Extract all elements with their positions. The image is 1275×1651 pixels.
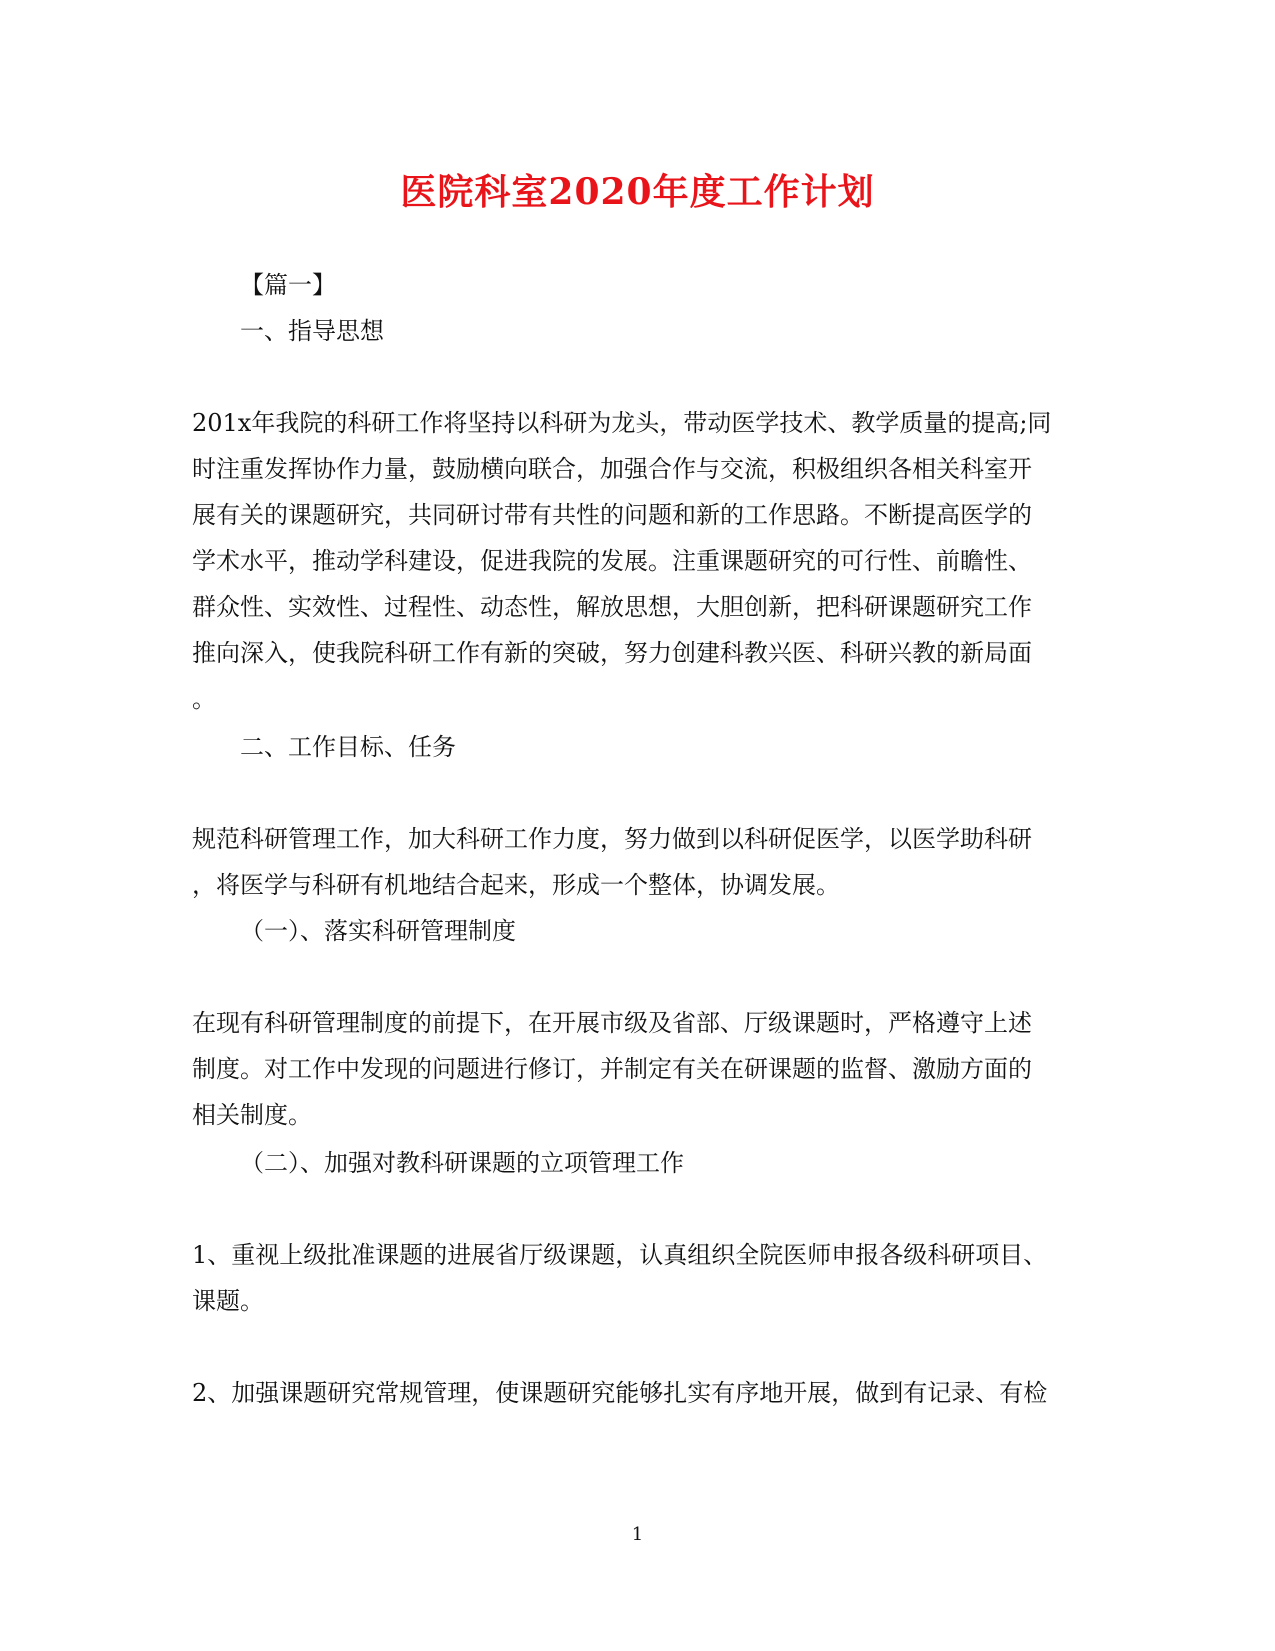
paragraph-3-line-1: 在现有科研管理制度的前提下，在开展市级及省部、厅级课题时，严格遵守上述: [192, 1009, 1032, 1037]
paragraph-1-line-3: 展有关的课题研究，共同研讨带有共性的问题和新的工作思路。不断提高医学的: [192, 501, 1032, 529]
heading-guiding-ideology: 一、指导思想: [240, 317, 384, 345]
subheading-project-management: （二）、加强对教科研课题的立项管理工作: [240, 1149, 684, 1177]
paragraph-4-line-2: 课题。: [192, 1287, 264, 1315]
paragraph-1-line-1: 201x年我院的科研工作将坚持以科研为龙头，带动医学技术、教学质量的提高;同: [192, 409, 1052, 437]
paragraph-1-line-7: 。: [192, 685, 216, 713]
section-label: 【篇一】: [240, 271, 336, 299]
paragraph-1-line-6: 推向深入，使我院科研工作有新的突破，努力创建科教兴医、科研兴教的新局面: [192, 639, 1032, 667]
paragraph-5-line-1: 2、加强课题研究常规管理，使课题研究能够扎实有序地开展，做到有记录、有检: [192, 1379, 1048, 1407]
paragraph-1-line-5: 群众性、实效性、过程性、动态性，解放思想，大胆创新，把科研课题研究工作: [192, 593, 1032, 621]
paragraph-2-line-1: 规范科研管理工作，加大科研工作力度，努力做到以科研促医学，以医学助科研: [192, 825, 1032, 853]
paragraph-1-line-2: 时注重发挥协作力量，鼓励横向联合，加强合作与交流，积极组织各相关科室开: [192, 455, 1032, 483]
subheading-management-system: （一）、落实科研管理制度: [240, 917, 516, 945]
paragraph-4-line-1: 1、重视上级批准课题的进展省厅级课题，认真组织全院医师申报各级科研项目、: [192, 1241, 1048, 1269]
paragraph-3-line-3: 相关制度。: [192, 1101, 312, 1129]
page-number: 1: [631, 1524, 644, 1545]
paragraph-1-line-4: 学术水平，推动学科建设，促进我院的发展。注重课题研究的可行性、前瞻性、: [192, 547, 1032, 575]
paragraph-3-line-2: 制度。对工作中发现的问题进行修订，并制定有关在研课题的监督、激励方面的: [192, 1055, 1032, 1083]
heading-goals-tasks: 二、工作目标、任务: [240, 733, 456, 761]
paragraph-2-line-2: ，将医学与科研有机地结合起来，形成一个整体，协调发展。: [192, 871, 840, 899]
document-title: 医院科室2020年度工作计划: [400, 171, 875, 213]
